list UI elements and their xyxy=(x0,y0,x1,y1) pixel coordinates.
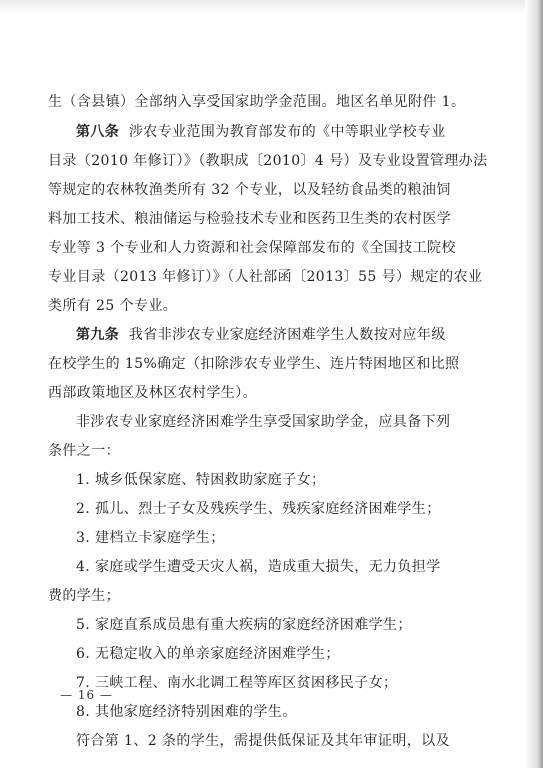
text-line: 专业目录（2013 年修订）》（人社部函〔2013〕55 号）规定的农业 xyxy=(48,269,483,285)
article-8-heading: 第八条 xyxy=(76,124,120,140)
article-9-heading: 第九条 xyxy=(76,327,120,343)
text-line: 费的学生； xyxy=(48,588,120,604)
article-9-paragraph: 第九条 我省非涉农专业家庭经济困难学生人数按对应年级 xyxy=(76,327,446,343)
list-item: 5. 家庭直系成员患有重大疾病的家庭经济困难学生； xyxy=(76,617,412,633)
list-item: 1. 城乡低保家庭、特困救助家庭子女； xyxy=(76,472,326,488)
document-page xyxy=(48,0,508,768)
list-item: 7. 三峡工程、南水北调工程等库区贫困移民子女； xyxy=(76,675,398,691)
text-line: 生（含县镇）全部纳入享受国家助学金范围。地区名单见附件 1。 xyxy=(48,94,466,110)
article-8-paragraph: 第八条 涉农专业范围为教育部发布的《中等职业学校专业 xyxy=(76,124,446,140)
list-item: 4. 家庭或学生遭受天灾人祸，造成重大损失，无力负担学 xyxy=(76,559,441,575)
list-item: 6. 无稳定收入的单亲家庭经济困难学生； xyxy=(76,646,340,662)
text-line: 等规定的农林牧渔类所有 32 个专业，以及轻纺食品类的粮油饲 xyxy=(48,182,451,198)
list-item: 8. 其他家庭经济特别困难的学生。 xyxy=(76,704,297,720)
text-line: 西部政策地区及林区农村学生）。 xyxy=(48,385,257,401)
text-line: 目录（2010 年修订）》（教职成〔2010〕4 号）及专业设置管理办法 xyxy=(48,153,488,169)
text-line: 非涉农专业家庭经济困难学生享受国家助学金，应具备下列 xyxy=(76,414,451,430)
text-line: 料加工技术、粮油储运与检验技术专业和医药卫生类的农村医学 xyxy=(48,211,452,227)
text-line: 专业等 3 个专业和人力资源和社会保障部发布的《全国技工院校 xyxy=(48,240,456,256)
text-line: 条件之一： xyxy=(48,443,120,459)
text-line: 符合第 1、2 条的学生，需提供低保证及其年审证明，以及 xyxy=(76,733,450,749)
list-item: 2. 孤儿、烈士子女及残疾学生、残疾家庭经济困难学生； xyxy=(76,501,441,517)
scan-edge-right xyxy=(525,0,543,768)
text-line: 类所有 25 个专业。 xyxy=(48,298,178,314)
text-line: 在校学生的 15%确定（扣除涉农专业学生、连片特困地区和比照 xyxy=(48,356,460,372)
list-item: 3. 建档立卡家庭学生； xyxy=(76,530,225,546)
page-number: — 16 — xyxy=(60,688,113,702)
